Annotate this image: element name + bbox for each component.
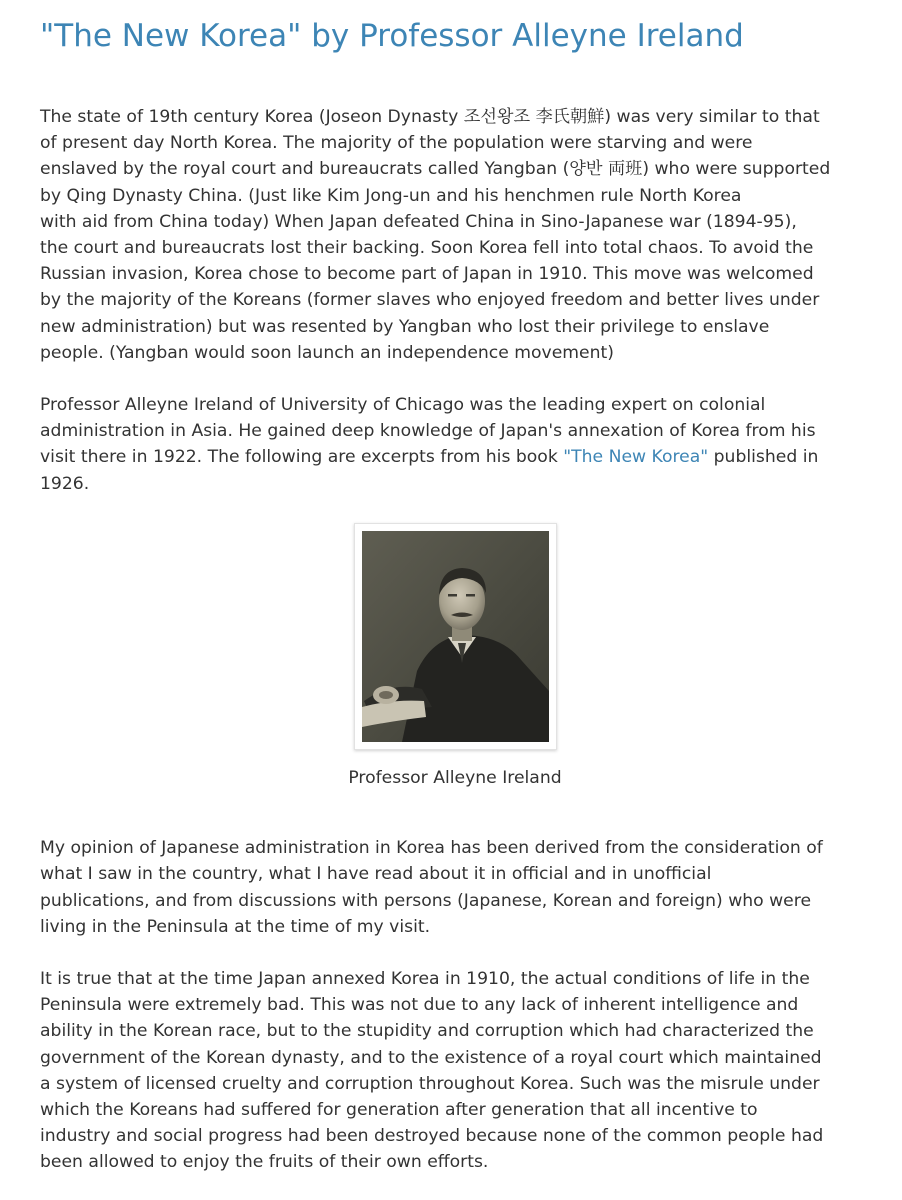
text-line: what I saw in the country, what I have read about it in official and in unofficial: [40, 864, 712, 885]
text-line: a system of licensed cruelty and corruption throughout Korea. Such was the misrule under: [40, 1073, 820, 1094]
text-line: enslaved by the royal court and bureaucrats called Yangban (양반 両班) who were supported: [40, 159, 831, 180]
text-line: Russian invasion, Korea chose to become part of Japan in 1910. This move was welcomed: [40, 264, 814, 285]
text-line: Peninsula were extremely bad. This was not due to any lack of inherent intelligence and: [40, 995, 799, 1016]
portrait-frame: [354, 523, 557, 750]
page-title: "The New Korea" by Professor Alleyne Ireland: [40, 18, 744, 54]
text-line: which the Koreans had suffered for generation after generation that all incentive to: [40, 1100, 758, 1121]
text-line: visit there in 1922. The following are excerpts from his book: [40, 447, 564, 468]
about-paragraph: [40, 392, 870, 497]
text-line: the court and bureaucrats lost their backing. Soon Korea fell into total chaos. To avoid the: [40, 238, 814, 259]
paragraph-gap: [40, 366, 870, 392]
text-line: Professor Alleyne Ireland of University of Chicago was the leading expert on colonial: [40, 395, 766, 416]
text-line: new administration) but was resented by Yangban who lost their privilege to enslave: [40, 316, 770, 337]
text-line: My opinion of Japanese administration in Korea has been derived from the consideration of: [40, 838, 823, 859]
text-line: industry and social progress had been destroyed because none of the common people had: [40, 1126, 824, 1147]
intro-paragraph: [40, 104, 870, 366]
text-line: published in: [708, 447, 819, 468]
opinion-paragraph: [40, 835, 870, 940]
text-line: government of the Korean dynasty, and to the existence of a royal court which maintained: [40, 1047, 822, 1068]
section-gap: [40, 791, 870, 835]
text-line: by Qing Dynasty China. (Just like Kim Jong-un and his henchmen rule North Korea: [40, 185, 742, 206]
text-line: publications, and from discussions with persons (Japanese, Korean and foreign) who were: [40, 890, 812, 911]
text-line: living in the Peninsula at the time of my visit.: [40, 916, 431, 937]
portrait-figure: [40, 523, 870, 791]
paragraph-gap: [40, 940, 870, 966]
book-title-link[interactable]: "The New Korea": [563, 447, 709, 468]
article-body: [40, 104, 870, 1176]
text-line: It is true that at the time Japan annexed Korea in 1910, the actual conditions of life in the: [40, 969, 810, 990]
text-line: been allowed to enjoy the fruits of their own efforts.: [40, 1152, 489, 1173]
text-line: administration in Asia. He gained deep knowledge of Japan's annexation of Korea from his: [40, 421, 816, 442]
text-line: with aid from China today) When Japan defeated China in Sino-Japanese war (1894-95),: [40, 211, 797, 232]
text-line: 1926.: [40, 473, 90, 494]
text-line: by the majority of the Koreans (former slaves who enjoyed freedom and better lives under: [40, 290, 820, 311]
text-line: people. (Yangban would soon launch an independence movement): [40, 342, 614, 363]
text-line: ability in the Korean race, but to the stupidity and corruption which had characterized the: [40, 1021, 814, 1042]
text-line: The state of 19th century Korea (Joseon Dynasty 조선왕조 李氏朝鮮) was very similar to that: [40, 107, 820, 127]
portrait-photo: [362, 531, 549, 742]
portrait-caption: Professor Alleyne Ireland: [348, 768, 562, 789]
conditions-paragraph: [40, 966, 870, 1176]
text-line: of present day North Korea. The majority of the population were starving and were: [40, 133, 753, 154]
